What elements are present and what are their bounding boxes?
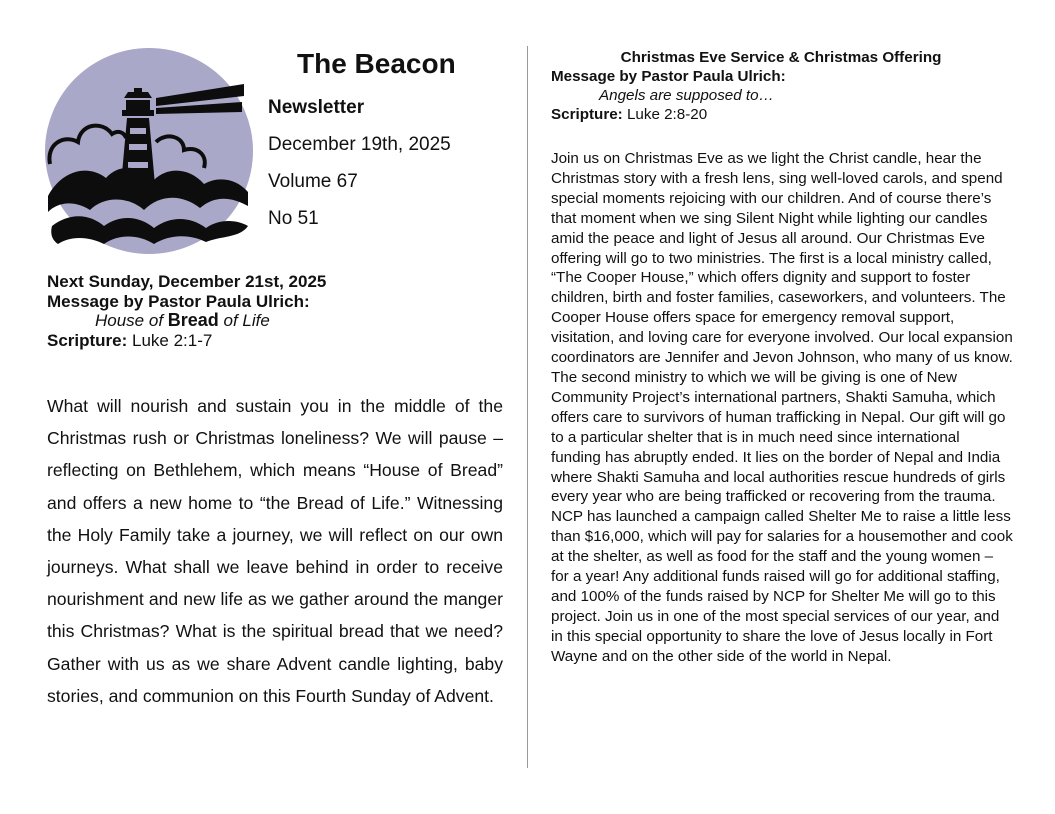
sermon-title-emphasis: Bread <box>167 310 219 330</box>
next-sunday-article: What will nourish and sustain you in the middle of the Christmas rush or Christmas loneliness? We will pause – reflecting on Bethlehem, which means “House of Bread” and offers a new home to “the Bread of Life.” Witnessing the Holy Family take a journey, we will reflect on our own journeys. What shall we leave behind in order to receive nourishment and new life as we gather around the manger this Christmas? What is the spiritual bread that we need? Gather with us as we share Advent candle lighting, baby stories, and communion on this Fourth Sunday of Advent. <box>47 396 503 706</box>
scripture-line <box>47 331 326 351</box>
next-sunday-header <box>47 272 326 350</box>
scripture-reference: Luke 2:1-7 <box>127 330 213 350</box>
scripture-line <box>551 105 1011 124</box>
scripture-label: Scripture: <box>551 106 623 123</box>
newsletter-subtitle: Newsletter <box>268 97 365 118</box>
volume-number: Volume 67 <box>268 171 358 192</box>
scripture-label: Scripture: <box>47 330 128 350</box>
scripture-reference: Luke 2:8-20 <box>622 106 708 123</box>
sermon-title <box>47 311 326 331</box>
christmas-eve-article: Join us on Christmas Eve as we light the Christ candle, hear the Christmas story with a fresh lens, sing well-loved carols, and spend special moments rejoicing with our children. And of course there’s that moment when we sing Silent Night while lighting our candles amid the peace and light of Jesus all around. Our Christmas Eve offering will go to two ministries. The first is a local ministry called, “The Cooper House,” which offers dignity and support to foster children, birth and foster families, caseworkers, and volunteers. The Cooper House offers space for emergency removal support, visitation, and loving care for everyone involved. Our local expansion coordinators are Jennifer and Jevon Johnson, who many of us know. The second ministry to which we will be giving is one of New Community Project’s international partners, Shakti Samuha, which offers care to survivors of human trafficking in Nepal. Our gift will go to a particular shelter that is in much need since international funding has abruptly ended. It lies on the border of Nepal and India where Shakti Samuha and local authorities rescue hundreds of girls every year who are being trafficked or recovering from the trauma. NCP has launched a campaign called Shelter Me to raise a little less than $16,000, which will pay for salaries for a housemother and cook at the shelter, as well as food for the staff and the young women – for a year! Any additional funds raised will go for additional staffing, and 100% of the funds raised by NCP for Shelter Me will go to this project. Join us in one of the most special services of our year, and in this special opportunity to share the love of Jesus locally in Fort Wayne and on the other side of the world in Nepal. <box>551 150 1013 665</box>
column-divider <box>527 46 528 768</box>
sermon-title-pre: House of <box>95 311 168 330</box>
christmas-eve-header <box>551 48 1011 124</box>
lighthouse-logo-icon <box>44 46 254 256</box>
newsletter-title: The Beacon <box>297 48 456 79</box>
christmas-eve-heading: Christmas Eve Service & Christmas Offering <box>620 49 942 66</box>
message-by-line: Message by Pastor Paula Ulrich: <box>551 68 786 85</box>
issue-date: December 19th, 2025 <box>268 134 451 155</box>
sermon-title-post: of Life <box>218 311 270 330</box>
message-by-line: Message by Pastor Paula Ulrich: <box>47 291 310 311</box>
issue-number: No 51 <box>268 208 319 229</box>
next-sunday-date: Next Sunday, December 21st, 2025 <box>47 272 327 291</box>
sermon-title: Angels are supposed to… <box>599 87 774 104</box>
